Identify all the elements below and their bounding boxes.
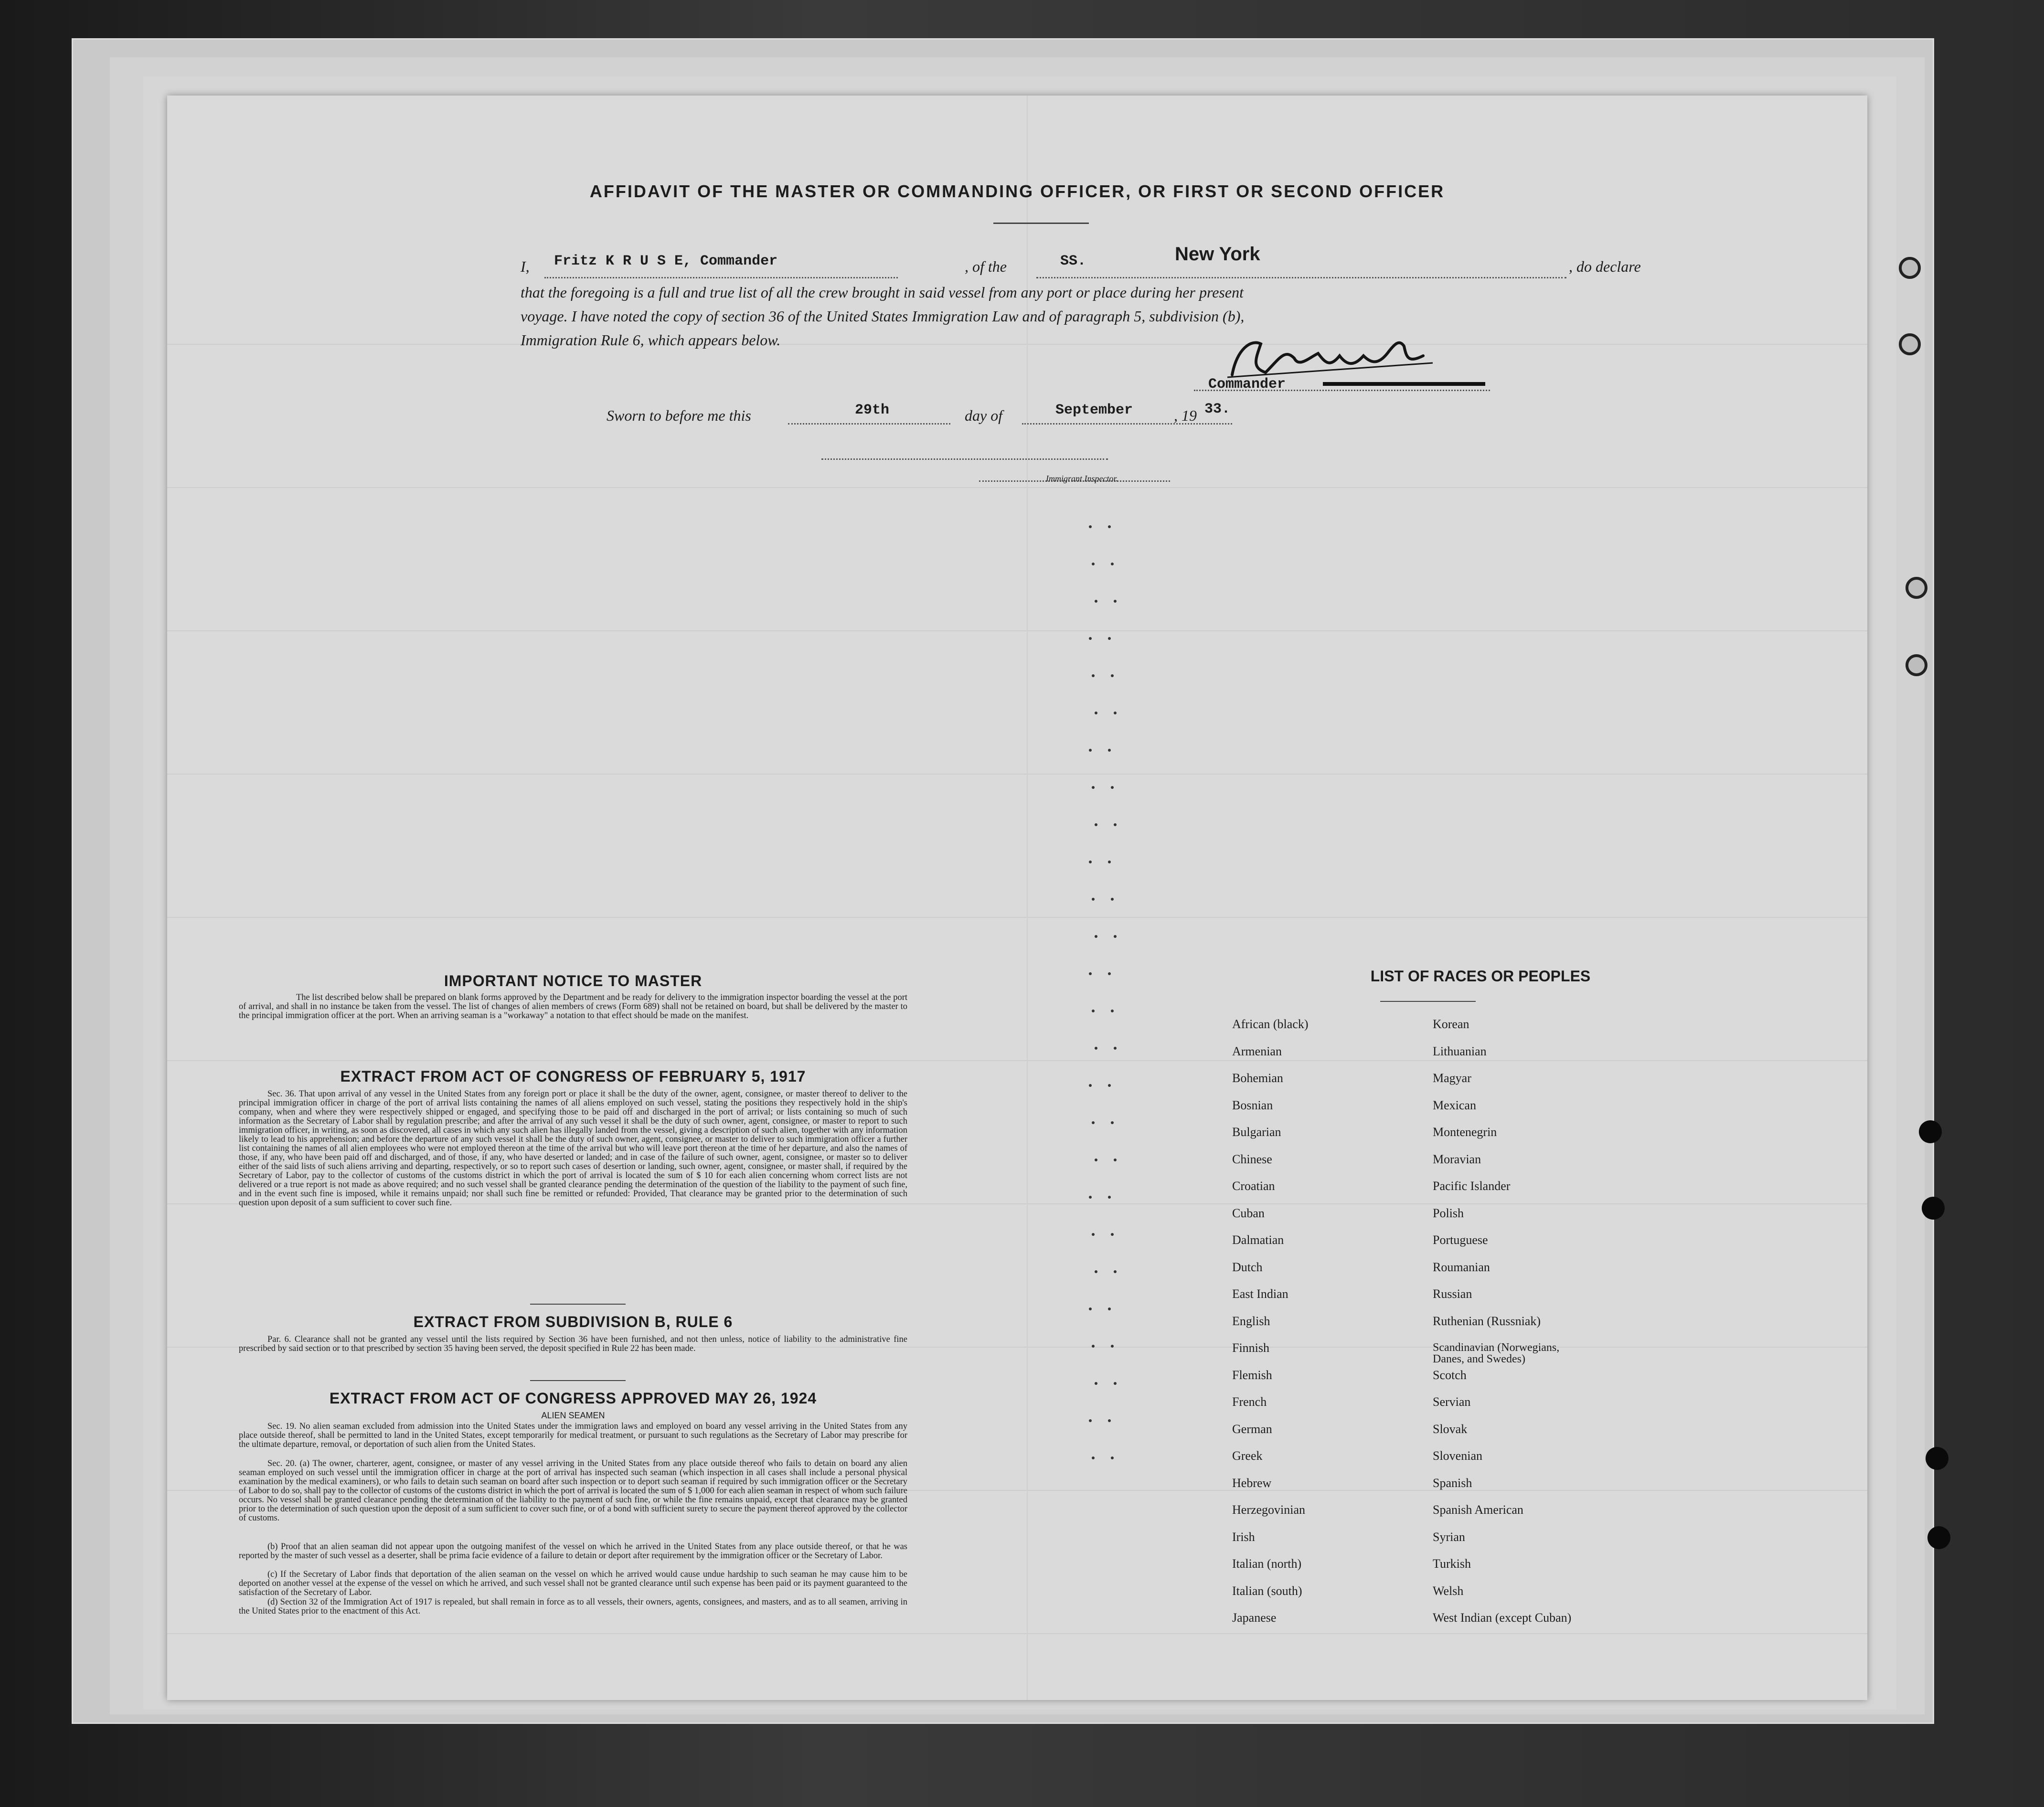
race-item: Montenegrin [1433,1125,1497,1139]
ruled-column [1027,96,1028,1700]
punch-hole [1927,1526,1950,1549]
sec-20d-text: (d) Section 32 of the Immigration Act of 1917 is repealed, but shall remain in force as to all vessels, their owners, agents, consignees, and masters, and as to all seamen, arriving in the United States prior to the enactment of this Act. [239,1597,907,1616]
scan-speck [1095,1382,1097,1385]
sworn-prefix: Sworn to before me this [607,407,751,424]
vessel-name: New York [1175,244,1260,265]
race-item: Mexican [1433,1098,1476,1112]
race-item: Roumanian [1433,1260,1490,1274]
master-name: Fritz K R U S E, Commander [554,253,778,269]
races-title: LIST OF RACES OR PEOPLES [1370,967,1591,985]
scan-speck [1111,563,1114,565]
scan-speck [1114,1159,1117,1161]
section-divider [530,1380,626,1381]
scan-speck [1089,749,1092,752]
affidavit-pronoun: I, [521,258,530,275]
race-item: Turkish [1433,1557,1471,1571]
inspector-signature-line [821,458,1108,460]
scan-speck [1092,786,1095,789]
scan-speck [1095,935,1097,938]
scan-speck [1092,1456,1095,1459]
scan-speck [1089,1196,1092,1199]
scan-speck [1089,1419,1092,1422]
scan-speck [1095,823,1097,826]
scan-speck [1095,712,1097,714]
extract-rule6-text: Par. 6. Clearance shall not be granted any vessel until the lists required by Section 36 have been furnished, and not then unless, notice of liability to the administrative fine prescribed by said section or to that prescribed by section 35 having been served, the deposit specified in Rule 22 has been made. [239,1335,907,1353]
notice-title: IMPORTANT NOTICE TO MASTER [444,972,703,989]
scan-speck [1114,1382,1117,1385]
race-item: Herzegovinian [1232,1503,1306,1517]
affidavit-line-2: that the foregoing is a full and true list of all the crew brought in said vessel from any port or place during her present [521,284,1244,301]
signature-line [1194,390,1490,391]
scan-speck [1111,1121,1114,1124]
punch-hole [1906,577,1927,599]
title-divider [993,223,1089,224]
scan-speck [1092,898,1095,901]
race-item: French [1232,1395,1267,1409]
race-item: Servian [1433,1395,1471,1409]
scan-speck [1092,674,1095,677]
scan-speck [1108,525,1111,528]
ruled-line [167,774,1867,775]
notice-text: The list described below shall be prepared on blank forms approved by the Department and be ready for delivery to the immigration inspector boarding the vessel at the port of arrival, and shall in no instance be taken from the vessel. The list of changes of alien members of crews (Form 689) shall not be retained on board, but shall be delivered by the master to the principal immigration officer at the port. When an arriving seaman is a "workaway" a notation to that effect should be made on the manifest. [239,993,907,1020]
race-item: Syrian [1433,1530,1465,1544]
scan-speck [1089,1084,1092,1087]
day-line [788,423,950,425]
scan-speck [1095,1270,1097,1273]
punch-hole [1926,1447,1948,1470]
name-line [544,277,898,278]
race-item: Cuban [1232,1206,1265,1220]
scan-speck [1089,637,1092,640]
race-item: Bosnian [1232,1098,1273,1112]
sworn-month: September [1055,402,1133,418]
race-item: Chinese [1232,1152,1272,1166]
scan-speck [1092,1010,1095,1012]
race-item: Finnish [1232,1341,1270,1355]
race-item: Dalmatian [1232,1233,1284,1247]
scan-speck [1111,898,1114,901]
scan-speck [1108,972,1111,975]
affidavit-line-4: Immigration Rule 6, which appears below. [521,331,781,349]
scan-speck [1114,712,1117,714]
vessel-prefix: SS. [1060,253,1086,269]
extract-1924-title: EXTRACT FROM ACT OF CONGRESS APPROVED MAY 26, 1924 [329,1390,817,1407]
races-left-column [1232,1018,1423,1639]
scan-speck [1108,1196,1111,1199]
scan-speck [1089,1307,1092,1310]
sworn-year: 33. [1204,401,1231,417]
signature-title: Commander [1208,376,1286,393]
scan-speck [1114,935,1117,938]
sec-19-text: Sec. 19. No alien seaman excluded from admission into the United States under the immigration laws and employed on board any vessel arriving in the United States from any place outside thereof, shall be permitted to land in the United States, except temporarily for medical treatment, or pursuant to such regulations as the Secretary of Labor may prescribe for the ultimate departure, removal, or deportation of such alien from the United States. [239,1422,907,1449]
race-item: Croatian [1232,1179,1275,1193]
scan-speck [1108,749,1111,752]
scan-speck [1111,1010,1114,1012]
race-item: Hebrew [1232,1476,1272,1490]
race-item: Polish [1433,1206,1464,1220]
scan-speck [1089,861,1092,863]
scan-speck [1111,674,1114,677]
ruled-line [167,630,1867,631]
year-prefix: , 19 [1174,407,1197,424]
scan-speck [1114,1047,1117,1050]
race-item: East Indian [1232,1287,1288,1301]
race-item: Spanish American [1433,1503,1523,1517]
punch-hole [1919,1120,1942,1143]
race-item: Korean [1433,1017,1469,1031]
sec-20a-text: Sec. 20. (a) The owner, charterer, agent, consignee, or master of any vessel arriving in the United States from any place outside thereof who fails to detain on board any alien seaman employed on such vessel until the immigration officer in charge at the port of arrival has inspected such seaman (which inspection in all cases shall include a personal physical examination by the medical examiners), or who fails to detain such seaman on board after such inspection or to deport such seaman if required by such immigration officer or the Secretary of Labor to do so, shall pay to the collector of customs of the customs district in which the port of arrival is located the sum of $ 1,000 for each alien seaman in respect of whom such failure occurs. No vessel shall be granted clearance pending the determination of the liability to the payment of such fine, or while the fine remains unpaid, except that clearance may be granted prior to the determination of such question upon the deposit of a sum sufficient to cover such fine, or of a bond with sufficient surety to secure the payment thereof approved by the collector of customs. [239,1459,907,1523]
sec-20b-text: (b) Proof that an alien seaman did not appear upon the outgoing manifest of the vessel on which he arrived in the United States from any place outside thereof, or that he was reported by the master of such vessel as a deserter, shall be prima facie evidence of a failure to detain or deport after requirement by the immigration officer or the Secretary of Labor. [239,1542,907,1561]
vessel-line [1036,277,1566,278]
races-divider [1380,1001,1476,1002]
scan-speck [1092,1233,1095,1236]
ruled-line [167,487,1867,488]
punch-hole [1899,257,1921,279]
race-item: Welsh [1433,1584,1464,1598]
race-item: English [1232,1314,1270,1328]
race-item: West Indian (except Cuban) [1433,1611,1572,1625]
scan-speck [1095,600,1097,603]
scan-speck [1114,600,1117,603]
section-divider [530,1304,626,1305]
scan-speck [1108,1084,1111,1087]
race-item: Bohemian [1232,1071,1283,1085]
scan-speck [1089,972,1092,975]
race-item: Slovenian [1433,1449,1482,1463]
race-item: Russian [1433,1287,1472,1301]
race-item: Slovak [1433,1422,1468,1436]
scan-speck [1114,1270,1117,1273]
inspector-label: Immigrant Inspector. [1046,474,1118,483]
race-item: Greek [1232,1449,1263,1463]
race-item: Lithuanian [1433,1044,1487,1058]
ruled-line [167,917,1867,918]
scan-speck [1089,525,1092,528]
scan-speck [1114,823,1117,826]
race-item: German [1232,1422,1272,1436]
race-item: Irish [1232,1530,1255,1544]
struck-out-title [1323,382,1485,386]
day-of-label: day of [965,407,1003,424]
scan-speck [1108,637,1111,640]
scan-speck [1111,1233,1114,1236]
of-the-label: , of the [965,258,1007,275]
scan-speck [1108,861,1111,863]
scan-speck [1108,1419,1111,1422]
extract-1917-title: EXTRACT FROM ACT OF CONGRESS OF FEBRUARY 5, 1917 [340,1068,806,1085]
scan-speck [1108,1307,1111,1310]
race-item: Japanese [1232,1611,1277,1625]
extract-1924-subtitle: ALIEN SEAMEN [541,1411,605,1420]
scan-speck [1092,1345,1095,1348]
race-item: Portuguese [1433,1233,1488,1247]
race-item: Scotch [1433,1368,1467,1382]
scan-speck [1111,1456,1114,1459]
race-item: African (black) [1232,1017,1309,1031]
sec-20c-text: (c) If the Secretary of Labor finds that deportation of the alien seaman on the vessel on which he arrived would cause undue hardship to such seaman he may cause him to be deported on another vessel at the expense of the vessel on which he arrived, and such vessel shall not be granted clearance until such expense has been paid or its payment guaranteed to the satisfaction of the Secretary of Labor. [239,1570,907,1597]
scan-speck [1092,1121,1095,1124]
scan-speck [1092,563,1095,565]
punch-hole [1922,1197,1945,1220]
affidavit-title: AFFIDAVIT OF THE MASTER OR COMMANDING OFFICER, OR FIRST OR SECOND OFFICER [589,181,1445,201]
race-item: Spanish [1433,1476,1472,1490]
race-item: Armenian [1232,1044,1282,1058]
ruled-line [167,344,1867,345]
race-item: Flemish [1232,1368,1272,1382]
race-item: Italian (south) [1232,1584,1302,1598]
punch-hole [1906,654,1927,676]
race-item: Moravian [1433,1152,1481,1166]
punch-hole [1899,333,1921,355]
race-item: Ruthenian (Russniak) [1433,1314,1541,1328]
race-item: Italian (north) [1232,1557,1302,1571]
race-item: Magyar [1433,1071,1471,1085]
scan-speck [1111,1345,1114,1348]
races-right-column [1433,1018,1719,1639]
scan-speck [1095,1047,1097,1050]
extract-1917-text: Sec. 36. That upon arrival of any vessel in the United States from any foreign port or place it shall be the duty of the owner, agent, consignee, or master thereof to deliver to the principal immigration officer in charge of the port of arrival lists containing the names of all aliens employed on such vessel, stating the positions they respectively hold in the ship's company, when and where they were respectively shipped or engaged, and specifying those to be paid off and discharged in the port of arrival; or lists containing so much of such information as the Secretary of Labor shall by regulation prescribe; and after the arrival of any such vessel it shall be the duty of such owner, agent, consignee, or master to report to such immigration officer, in writing, as soon as discovered, all cases in which any such alien has illegally landed from the vessel, giving a description of such alien, together with any information likely to lead to his apprehension; and before the departure of any such vessel it shall be the duty of such owner, agent, consignee, or master to deliver to such immigration officer a further list containing the names of all alien employees who were not employed thereon at the time of the arrival but who will leave port thereon at the time of her departure, and also the names of those, if any, who have been paid off and discharged, and of those, if any, who have deserted or landed; and in case of the failure of such owner, agent, consignee, or master so to deliver either of the said lists of such aliens arriving and departing, respectively, or so to report such cases of desertion or landing, such owner, agent, consignee, or master shall, if required by the Secretary of Labor, pay to the collector of customs of the customs district in which the port of arrival is located the sum of $ 10 for each alien concerning whom correct lists are not delivered or a true report is not made as above required; and no such vessel shall be granted clearance pending the determination of the question of the liability to the payment of such fine, and in the event such fine is imposed, while it remains unpaid; nor shall such fine be remitted or refunded: Provided, That clearance may be granted prior to the determination of such question upon deposit of a sum sufficient to cover such fine. [239,1089,907,1208]
extract-rule6-title: EXTRACT FROM SUBDIVISION B, RULE 6 [413,1313,733,1330]
scan-speck [1111,786,1114,789]
race-item: Dutch [1232,1260,1263,1274]
race-item: Scandinavian (Norwegians, Danes, and Swedes) [1433,1341,1560,1365]
affidavit-page [167,96,1867,1700]
sworn-day: 29th [855,402,890,418]
scan-speck [1095,1159,1097,1161]
affidavit-line-3: voyage. I have noted the copy of section 36 of the United States Immigration Law and of paragraph 5, subdivision (b), [521,308,1245,325]
race-item: Bulgarian [1232,1125,1281,1139]
month-line [1022,423,1232,425]
do-declare-label: , do declare [1569,258,1641,275]
race-item: Pacific Islander [1433,1179,1511,1193]
